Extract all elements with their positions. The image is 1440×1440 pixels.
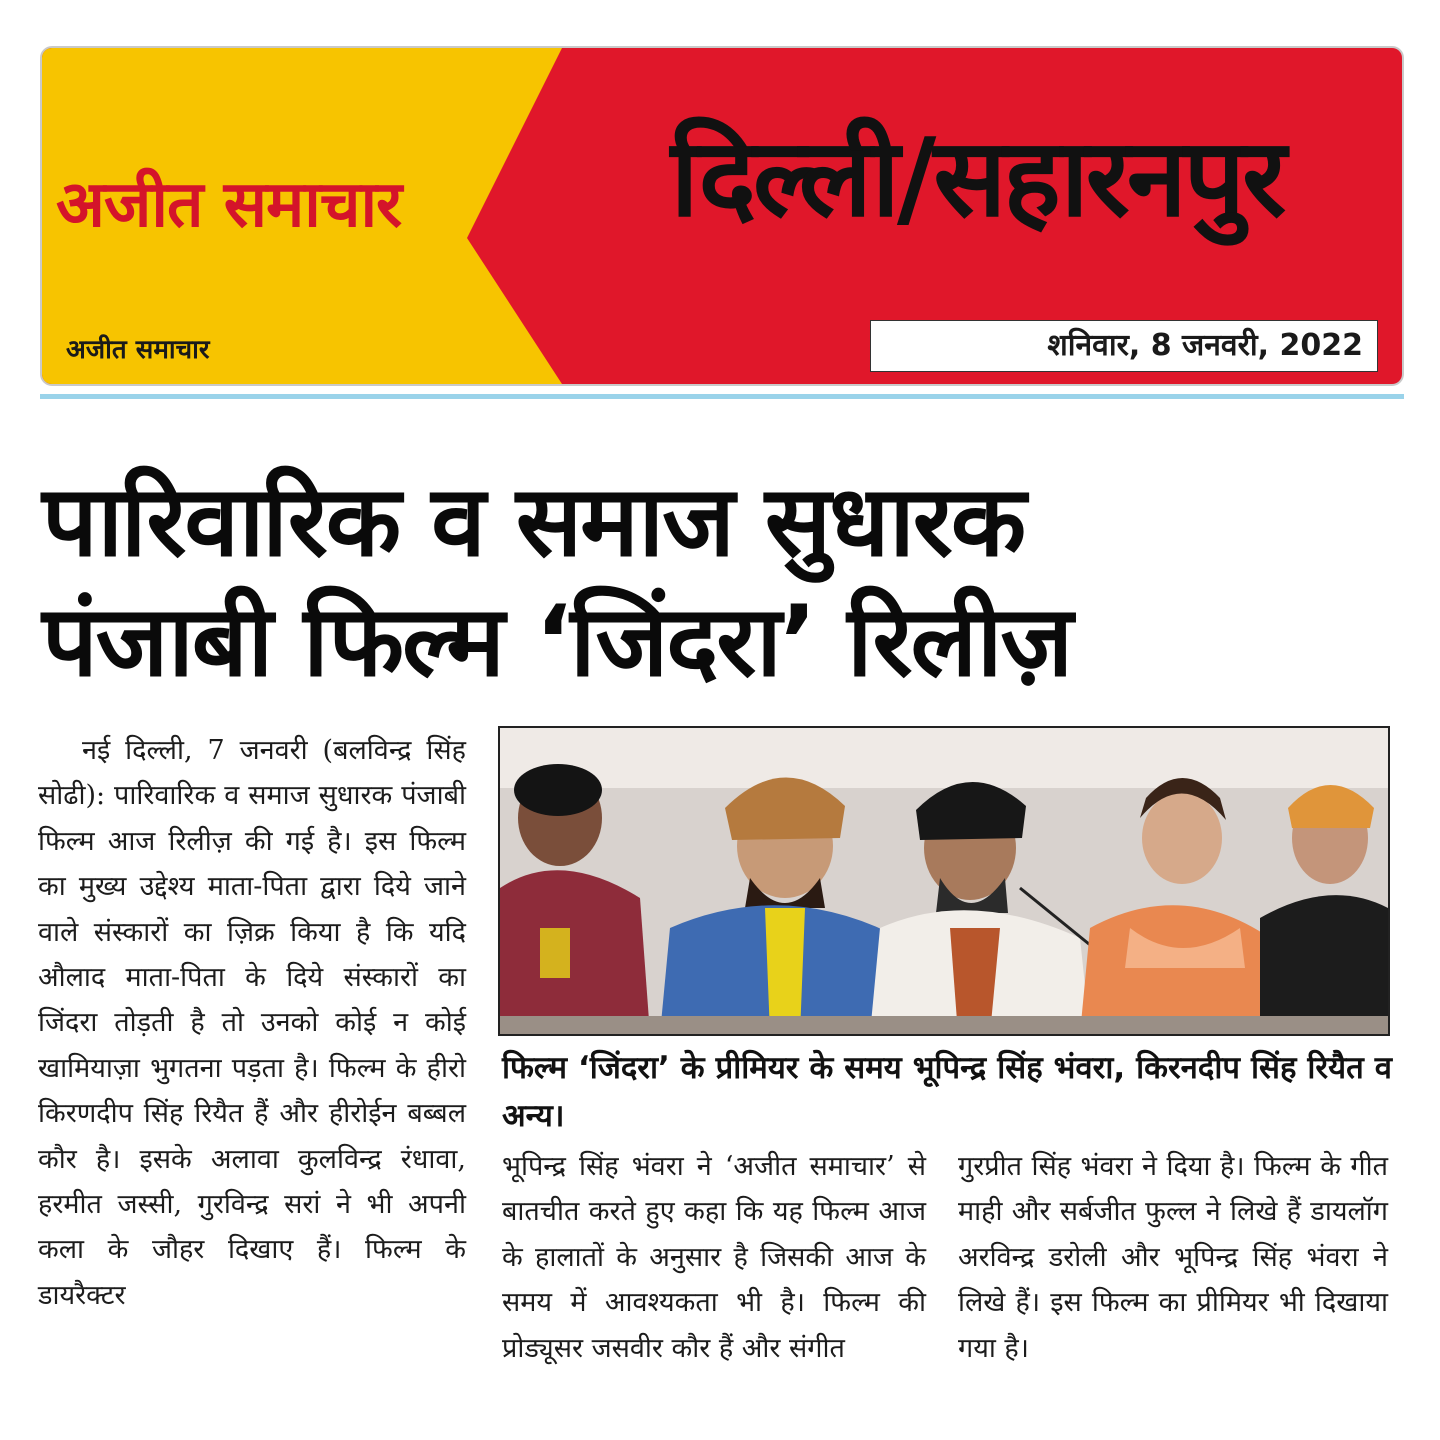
newspaper-name-small: अजीत समाचार xyxy=(66,335,210,365)
issue-date: शनिवार, 8 जनवरी, 2022 xyxy=(870,320,1378,372)
masthead-divider xyxy=(40,394,1404,399)
premiere-photo-illustration xyxy=(500,728,1388,1034)
edition-title: दिल्ली/सहारनपुर xyxy=(670,116,1284,241)
article-photo xyxy=(498,726,1390,1036)
article-column-right: गुरप्रीत सिंह भंवरा ने दिया है। फिल्म के गीत माही और सर्बजीत फुल्ल ने लिखे हैं डायलॉग अरविन्द्र डरोली और भूपिन्द्र सिंह भंवरा ने लिखे हैं। इस फिल्म का प्रीमियर भी दिखाया गया है। xyxy=(958,1151,1388,1364)
headline-line-1: पारिवारिक व समाज सुधारक xyxy=(42,465,1025,579)
article-headline xyxy=(42,462,1402,702)
masthead-banner xyxy=(40,46,1404,386)
article-column-middle: भूपिन्द्र सिंह भंवरा ने ‘अजीत समाचार’ से बातचीत करते हुए कहा कि यह फिल्म आज के हालातों के अनुसार है जिसकी आज के समय में आवश्यकता भी है। फिल्म की प्रोड्यूसर जसवीर कौर हैं और संगीत xyxy=(502,1151,926,1364)
newspaper-logo: अजीत समाचार xyxy=(56,168,402,242)
article-column-left: नई दिल्ली, 7 जनवरी (बलविन्द्र सिंह सोढी): पारिवारिक व समाज सुधारक पंजाबी फिल्म आज रिलीज़ की गई है। इस फिल्म का मुख्य उद्देश्य माता-पिता द्वारा दिये जाने वाले संस्कारों का ज़िक्र किया है कि यदि औलाद माता-पिता के दिये संस्कारों का जिंदरा तोड़ती है तो उनको कोई न कोई खामियाज़ा भुगतना पड़ता है। फिल्म के हीरो किरणदीप सिंह रियैत हैं और हीरोईन बब्बल कौर है। इसके अलावा कुलविन्द्र रंधावा, हरमीत जस्सी, गुरविन्द्र सरां ने भी अपनी कला के जौहर दिखाए हैं। फिल्म के डायरैक्टर xyxy=(38,735,466,1311)
headline-line-2: पंजाबी फिल्म ‘जिंदरा’ रिलीज़ xyxy=(42,585,1072,699)
photo-caption: फिल्म ‘जिंदरा’ के प्रीमियर के समय भूपिन्द्र सिंह भंवरा, किरनदीप सिंह रियैत व अन्य। xyxy=(502,1050,1392,1134)
